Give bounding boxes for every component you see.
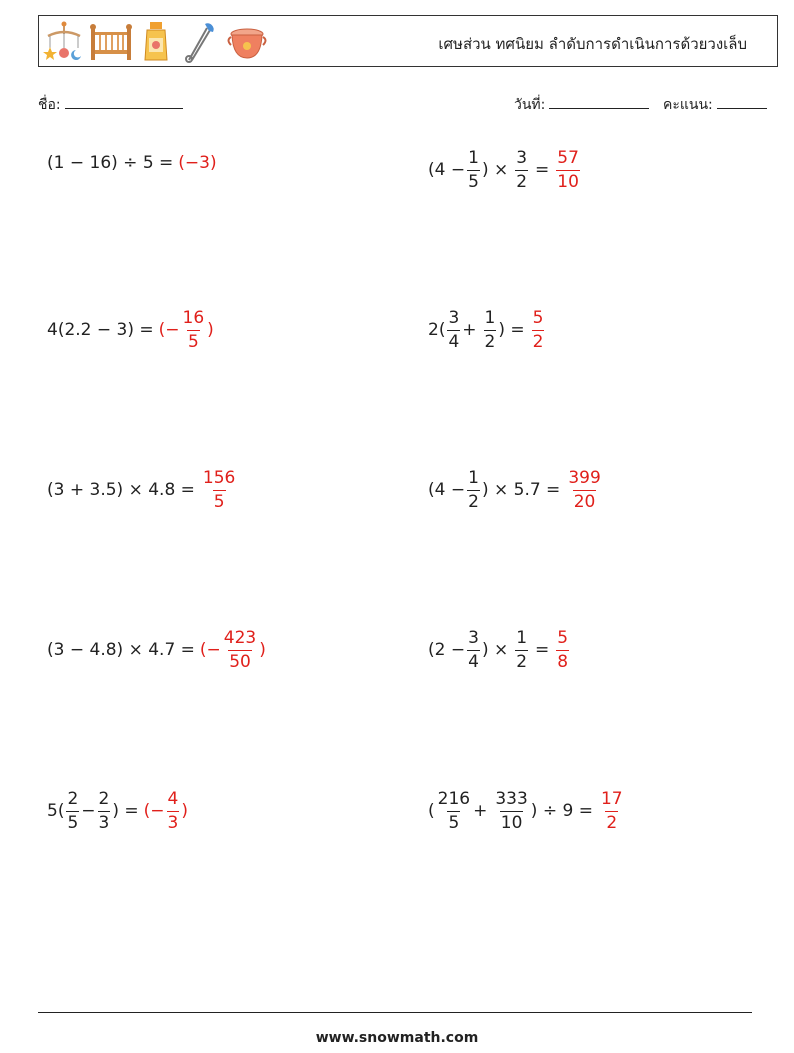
expression-part: ( bbox=[428, 801, 435, 821]
problem-3 bbox=[47, 305, 214, 355]
date-blank[interactable] bbox=[549, 96, 649, 109]
answer: (− $\frac{423}{50}$ ) bbox=[199, 627, 266, 672]
expression-part: − bbox=[81, 801, 96, 821]
fraction: $\frac{333}{10}$ bbox=[495, 788, 528, 833]
baby-mobile-icon bbox=[43, 20, 85, 64]
problem-8 bbox=[428, 625, 571, 675]
answer: $\frac{5}{2}$ bbox=[532, 307, 544, 352]
expression-part: 2( bbox=[428, 320, 446, 340]
problem-7 bbox=[47, 625, 266, 675]
expression-part: ) × 5.7 = bbox=[481, 480, 561, 500]
problem-5 bbox=[47, 465, 238, 515]
worksheet-title: เศษส่วน ทศนิยม ลำดับการดำเนินการด้วยวงเล็บ bbox=[438, 35, 747, 53]
problem-10 bbox=[428, 786, 626, 836]
fraction: $\frac{1}{5}$ bbox=[468, 147, 479, 192]
problem-4 bbox=[428, 305, 546, 355]
expression-part: + bbox=[462, 320, 477, 340]
date-label: วันที่: bbox=[514, 97, 546, 113]
answer: (− $\frac{4}{3}$ ) bbox=[143, 788, 188, 833]
expression: (1 − 16) ÷ 5 = bbox=[47, 153, 174, 173]
expression-part: (4 − bbox=[428, 160, 466, 180]
expression-part: (2 − bbox=[428, 640, 466, 660]
score-blank[interactable] bbox=[717, 96, 767, 109]
equals: = bbox=[535, 160, 550, 180]
score-label: คะแนน: bbox=[663, 97, 713, 113]
problem-1 bbox=[47, 138, 217, 188]
name-field bbox=[38, 94, 183, 116]
expression-part: 5( bbox=[47, 801, 65, 821]
expression-part: ) ÷ 9 = bbox=[530, 801, 593, 821]
expression-part: (4 − bbox=[428, 480, 466, 500]
footer-url[interactable]: www.snowmath.com bbox=[315, 1030, 479, 1046]
expression: (3 − 4.8) × 4.7 = bbox=[47, 640, 195, 660]
fraction: $\frac{3}{4}$ bbox=[468, 627, 479, 672]
answer: $\frac{5}{8}$ bbox=[557, 627, 569, 672]
expression-part: ) = bbox=[498, 320, 525, 340]
expression-part: + bbox=[473, 801, 488, 821]
date-field bbox=[514, 94, 649, 116]
safety-pin-icon bbox=[183, 20, 217, 64]
fraction: $\frac{1}{2}$ bbox=[484, 307, 496, 352]
answer: $\frac{57}{10}$ bbox=[557, 147, 579, 192]
fraction: $\frac{216}{5}$ bbox=[437, 788, 471, 833]
problem-9 bbox=[47, 786, 188, 836]
expression-part: ) × bbox=[481, 640, 509, 660]
answer: (− $\frac{16}{5}$ ) bbox=[158, 307, 214, 352]
expression-part: ) = bbox=[112, 801, 139, 821]
fraction: $\frac{3}{2}$ bbox=[516, 147, 528, 192]
fraction: $\frac{1}{2}$ bbox=[516, 627, 528, 672]
score-field bbox=[663, 94, 767, 116]
equals: = bbox=[535, 640, 550, 660]
lotion-bottle-icon bbox=[141, 20, 171, 64]
answer: (−3) bbox=[178, 153, 217, 173]
answer: $\frac{156}{5}$ bbox=[202, 467, 236, 512]
crib-icon bbox=[89, 20, 133, 64]
name-label: ชื่อ: bbox=[38, 97, 61, 113]
fraction: $\frac{1}{2}$ bbox=[468, 467, 479, 512]
potty-icon bbox=[225, 20, 269, 64]
problem-6 bbox=[428, 465, 604, 515]
fraction: $\frac{2}{3}$ bbox=[98, 788, 110, 833]
name-blank[interactable] bbox=[65, 96, 183, 109]
expression: (3 + 3.5) × 4.8 = bbox=[47, 480, 195, 500]
expression: 4(2.2 − 3) = bbox=[47, 320, 154, 340]
worksheet-header bbox=[38, 15, 778, 67]
fraction: $\frac{3}{4}$ bbox=[448, 307, 460, 352]
problem-2 bbox=[428, 145, 582, 195]
answer: $\frac{399}{20}$ bbox=[568, 467, 601, 512]
expression-part: ) × bbox=[481, 160, 509, 180]
footer-divider bbox=[38, 1012, 752, 1013]
fraction: $\frac{2}{5}$ bbox=[67, 788, 79, 833]
answer: $\frac{17}{2}$ bbox=[600, 788, 623, 833]
